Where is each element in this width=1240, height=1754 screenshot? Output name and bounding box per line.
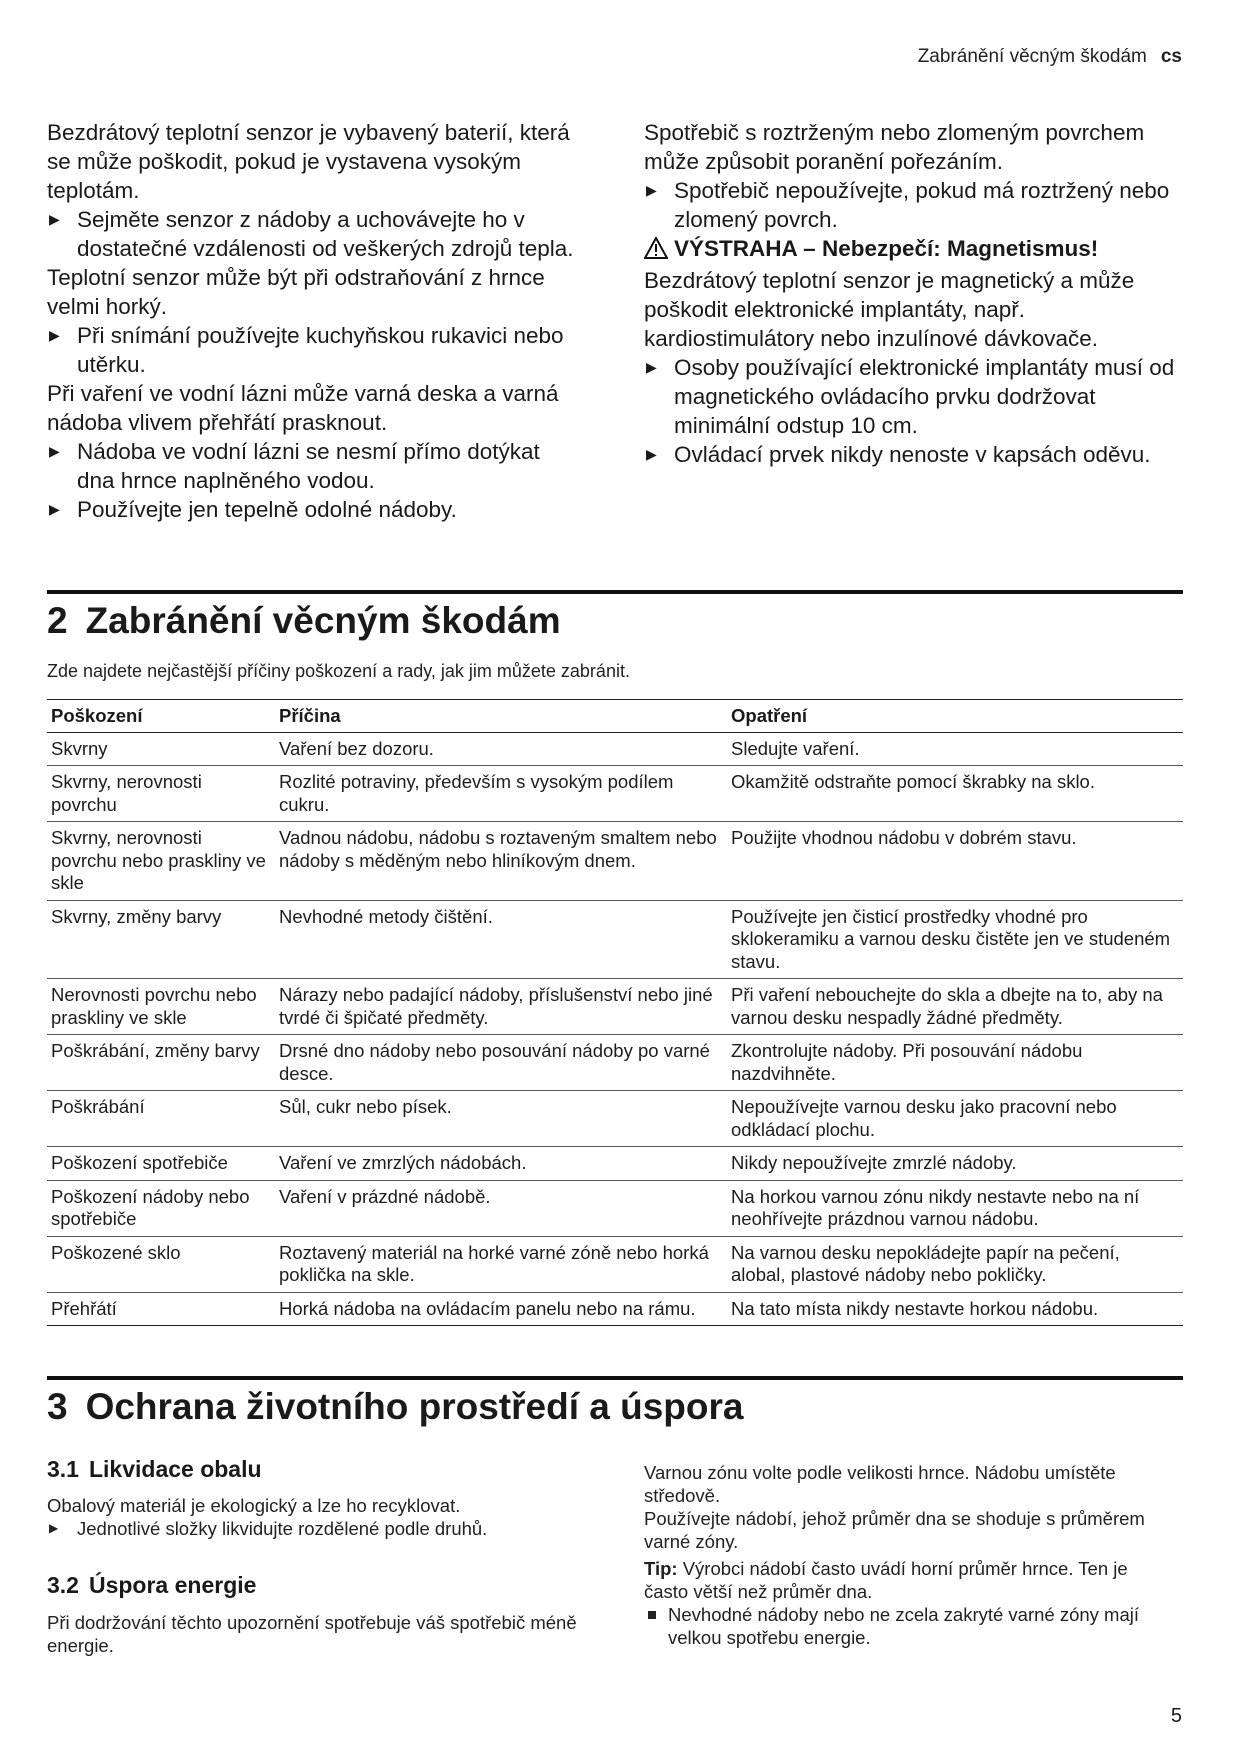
triangle-bullet-icon: ▶ <box>49 501 60 517</box>
paragraph: Spotřebič s roztrženým nebo zlomeným povrchem může způsobit poranění pořezáním. <box>644 120 1145 174</box>
bullet-item: ▶ Nádoba ve vodní lázni se nesmí přímo dotýkat dna hrnce naplněného vodou. <box>49 439 540 493</box>
bullet-item: ▶ Sejměte senzor z nádoby a uchovávejte ho v dostatečné vzdálenosti od veškerých zdrojů tepla. <box>49 207 574 261</box>
triangle-bullet-icon: ▶ <box>646 182 657 198</box>
paragraph: Bezdrátový teplotní senzor je magnetický a může poškodit elektronické implantáty, např. kardiostimulátory nebo inzulínové dávkovače. <box>644 268 1135 351</box>
table-cell: Sůl, cukr nebo písek. <box>275 1091 727 1147</box>
table-row <box>47 900 1183 979</box>
table-cell: Nerovnosti povrchu nebo praskliny ve skle <box>47 979 275 1035</box>
section-3-right-column <box>644 1461 1164 1649</box>
running-header <box>918 46 1182 68</box>
paragraph: Teplotní senzor může být při odstraňování z hrnce velmi horký. <box>47 265 545 319</box>
table-cell: Horká nádoba na ovládacím panelu nebo na rámu. <box>275 1292 727 1326</box>
column-header: Opatření <box>727 700 1183 733</box>
bullet-item: ▶ Spotřebič nepoužívejte, pokud má roztržený nebo zlomený povrch. <box>646 178 1170 232</box>
table-cell: Nikdy nepoužívejte zmrzlé nádoby. <box>727 1147 1183 1181</box>
bullet-item: ▶ Ovládací prvek nikdy nenoste v kapsách oděvu. <box>646 442 1151 467</box>
table-cell: Přehřátí <box>47 1292 275 1326</box>
table-cell: Použijte vhodnou nádobu v dobrém stavu. <box>727 822 1183 901</box>
triangle-bullet-icon: ▶ <box>49 211 60 227</box>
table-cell: Poškrábání, změny barvy <box>47 1035 275 1091</box>
table-row <box>47 1091 1183 1147</box>
table-cell: Okamžitě odstraňte pomocí škrabky na sklo. <box>727 766 1183 822</box>
table-row <box>47 1180 1183 1236</box>
table-cell: Roztavený materiál na horké varné zóně nebo horká poklička na skle. <box>275 1236 727 1292</box>
table-row <box>47 1292 1183 1326</box>
tip-paragraph: Tip: Výrobci nádobí často uvádí horní průměr hrnce. Ten je často větší než průměr dna. <box>644 1558 1128 1602</box>
table-cell: Skvrny, změny barvy <box>47 900 275 979</box>
triangle-bullet-icon: ▶ <box>646 359 657 375</box>
table-row <box>47 732 1183 766</box>
table-cell: Poškození nádoby nebo spotřebiče <box>47 1180 275 1236</box>
triangle-bullet-icon: ▶ <box>49 1521 59 1535</box>
language-code: cs <box>1160 46 1182 67</box>
table-cell: Na varnou desku nepokládejte papír na pečení, alobal, plastové nádoby nebo pokličky. <box>727 1236 1183 1292</box>
table-cell: Na tato místa nikdy nestavte horkou nádobu. <box>727 1292 1183 1326</box>
table-cell: Nevhodné metody čištění. <box>275 900 727 979</box>
table-row <box>47 766 1183 822</box>
table-cell: Vaření ve zmrzlých nádobách. <box>275 1147 727 1181</box>
section-2-heading: 2 Zabránění věcným škodám <box>47 600 561 641</box>
bullet-item: Nevhodné nádoby nebo ne zcela zakryté varné zóny mají velkou spotřebu energie. <box>644 1603 1164 1649</box>
table-cell: Nárazy nebo padající nádoby, příslušenství nebo jiné tvrdé či špičaté předměty. <box>275 979 727 1035</box>
section-3-heading: 3 Ochrana životního prostředí a úspora <box>47 1386 744 1427</box>
subsection-3-2-heading: 3.2 Úspora energie <box>47 1572 257 1598</box>
subsection-3-1-body: Obalový materiál je ekologický a lze ho recyklovat. ▶ Jednotlivé složky likvidujte rozdělené podle druhů. <box>47 1494 587 1540</box>
table-cell: Při vaření nebouchejte do skla a dbejte na to, aby na varnou desku nespadly žádné předměty. <box>727 979 1183 1035</box>
bullet-item: ▶ Osoby používající elektronické implantáty musí od magnetického ovládacího prvku dodržovat minimální odstup 10 cm. <box>646 355 1175 438</box>
subsection-3-2-body: Při dodržování těchto upozornění spotřebuje váš spotřebič méně energie. <box>47 1612 577 1656</box>
table-cell: Skvrny <box>47 732 275 766</box>
column-header: Příčina <box>275 700 727 733</box>
square-bullet-icon <box>648 1611 656 1619</box>
paragraph: Používejte nádobí, jehož průměr dna se shoduje s průměrem varné zóny. <box>644 1508 1145 1552</box>
triangle-bullet-icon: ▶ <box>49 443 60 459</box>
table-cell: Používejte jen čisticí prostředky vhodné pro sklokeramiku a varnou desku čistěte jen ve studeném stavu. <box>727 900 1183 979</box>
triangle-bullet-icon: ▶ <box>49 327 60 343</box>
table-cell: Sledujte vaření. <box>727 732 1183 766</box>
header-title: Zabránění věcným škodám <box>917 46 1147 67</box>
table-cell: Skvrny, nerovnosti povrchu nebo praskliny ve skle <box>47 822 275 901</box>
paragraph: Varnou zónu volte podle velikosti hrnce. Nádobu umístěte středově. <box>644 1462 1116 1506</box>
triangle-bullet-icon: ▶ <box>646 446 657 462</box>
paragraph: Při vaření ve vodní lázni může varná deska a varná nádoba vlivem přehřátí prasknout. <box>47 381 559 435</box>
top-right-column <box>644 118 1184 469</box>
table-cell: Poškrábání <box>47 1091 275 1147</box>
section-rule <box>47 1376 1183 1380</box>
table-cell: Vaření bez dozoru. <box>275 732 727 766</box>
table-cell: Nepoužívejte varnou desku jako pracovní nebo odkládací plochu. <box>727 1091 1183 1147</box>
section-rule <box>47 590 1183 594</box>
table-row <box>47 1147 1183 1181</box>
bullet-item: ▶ Používejte jen tepelně odolné nádoby. <box>49 497 457 522</box>
table-row <box>47 822 1183 901</box>
table-cell: Poškozené sklo <box>47 1236 275 1292</box>
subsection-3-1-heading: 3.1 Likvidace obalu <box>47 1456 262 1482</box>
table-row <box>47 979 1183 1035</box>
table-cell: Na horkou varnou zónu nikdy nestavte nebo na ní neohřívejte prázdnou varnou nádobu. <box>727 1180 1183 1236</box>
table-cell: Vadnou nádobu, nádobu s roztaveným smaltem nebo nádoby s měděným nebo hliníkovým dnem. <box>275 822 727 901</box>
bullet-item: ▶ Jednotlivé složky likvidujte rozdělené podle druhů. <box>49 1518 488 1539</box>
page-number: 5 <box>1170 1705 1182 1727</box>
bullet-item: ▶ Při snímání používejte kuchyňskou rukavici nebo utěrku. <box>49 323 564 377</box>
table-cell: Poškození spotřebiče <box>47 1147 275 1181</box>
warning-triangle-icon <box>644 237 674 266</box>
paragraph: Bezdrátový teplotní senzor je vybavený baterií, která se může poškodit, pokud je vystavena vysokým teplotám. <box>47 120 570 203</box>
warning-heading: VÝSTRAHA – Nebezpečí: Magnetismus! <box>644 234 1184 266</box>
table-cell: Vaření v prázdné nádobě. <box>275 1180 727 1236</box>
table-row <box>47 1035 1183 1091</box>
damage-table <box>47 699 1183 1326</box>
section-2-intro: Zde najdete nejčastější příčiny poškození a rady, jak jim můžete zabránit. <box>47 661 630 681</box>
table-cell: Drsné dno nádoby nebo posouvání nádoby po varné desce. <box>275 1035 727 1091</box>
column-header: Poškození <box>47 700 275 733</box>
table-row <box>47 1236 1183 1292</box>
table-cell: Rozlité potraviny, především s vysokým podílem cukru. <box>275 766 727 822</box>
top-left-column <box>47 118 582 524</box>
table-cell: Zkontrolujte nádoby. Při posouvání nádobu nazdvihněte. <box>727 1035 1183 1091</box>
table-cell: Skvrny, nerovnosti povrchu <box>47 766 275 822</box>
tip-label: Tip: <box>644 1558 678 1579</box>
